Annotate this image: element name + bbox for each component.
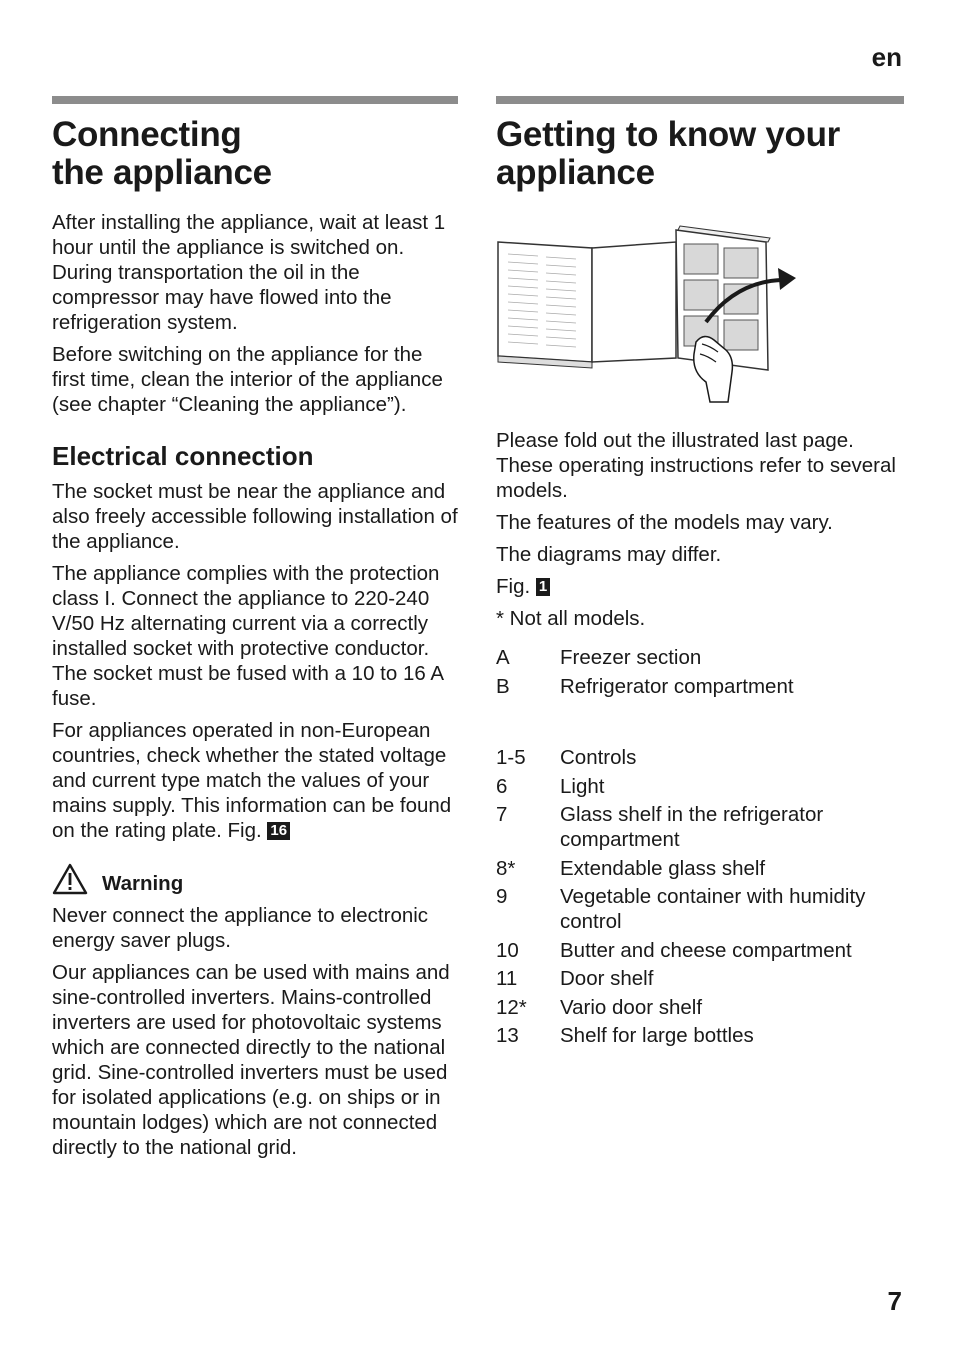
features-paragraph: The features of the models may vary. (496, 511, 833, 534)
legend-key: B (496, 674, 510, 698)
legend-key: 9 (496, 885, 508, 908)
legend-label: Vegetable container with humidity control (560, 885, 866, 933)
fold-out-paragraph: Please fold out the illustrated last page. These operating instructions refer to several models. (496, 429, 896, 502)
intro-paragraph-2: Before switching on the appliance for the first time, clean the interior of the appliance (see chapter “Cleaning the appliance”). (52, 343, 443, 416)
legend-key: 10 (496, 938, 519, 962)
legend-label: Glass shelf in the refrigerator compartment (560, 803, 824, 851)
warning-heading (52, 863, 458, 895)
language-code: en (871, 42, 902, 72)
electrical-paragraph-3 (52, 718, 458, 843)
electrical-connection-heading: Electrical connection (52, 441, 314, 471)
section-legend (496, 645, 904, 699)
figure-reference (496, 574, 904, 599)
warning-paragraph-2: Our appliances can be used with mains and sine-controlled inverters. Mains-controlled inverters are used for photovoltaic systems which are connected directly to the national grid. Sine-controlled inverters must be used for isolated applications (e.g. on ships or in mountain lodges) which are not connected directly to the national grid. (52, 961, 450, 1159)
legend-key: 1-5 (496, 746, 526, 769)
connecting-section (52, 96, 458, 1167)
parts-legend (496, 745, 904, 1048)
legend-key: A (496, 646, 510, 669)
warning-title: Warning (102, 872, 184, 895)
warning-triangle-icon (52, 863, 88, 895)
section-rule (52, 96, 458, 104)
figure-label: Fig. (496, 575, 531, 598)
legend-row (496, 995, 904, 1020)
legend-row (496, 938, 904, 963)
legend-key: 13 (496, 1024, 519, 1047)
legend-key: 8* (496, 856, 516, 880)
legend-row (496, 856, 904, 881)
page-number: 7 (887, 1286, 902, 1316)
legend-key: 11 (496, 967, 518, 990)
electrical-paragraph-3-text: For appliances operated in non-European countries, check whether the stated voltage and current type match the values of your mains supply. This information can be found on the rating plate. Fig. (52, 719, 452, 842)
getting-to-know-title: Getting to know your appliance (496, 115, 840, 192)
figure-ref-1: 1 (536, 578, 550, 596)
electrical-paragraph-1: The socket must be near the appliance and also freely accessible following installation of the appliance. (52, 480, 458, 553)
legend-row (496, 966, 904, 991)
legend-key: 12* (496, 995, 527, 1019)
legend-key: 6 (496, 774, 508, 798)
legend-row (496, 1023, 904, 1048)
section-rule (496, 96, 904, 104)
legend-label: Refrigerator compartment (560, 674, 794, 698)
legend-label: Butter and cheese compartment (560, 938, 852, 962)
not-all-models-note: * Not all models. (496, 607, 646, 630)
legend-row (496, 884, 904, 934)
getting-to-know-section (496, 96, 904, 1052)
legend-label: Door shelf (560, 967, 654, 990)
legend-row (496, 745, 904, 770)
legend-label: Light (560, 774, 605, 798)
fold-out-page-illustration (496, 222, 806, 412)
electrical-paragraph-2: The appliance complies with the protection class I. Connect the appliance to 220-240 V/50 Hz alternating current via a correctly installed socket with protective conductor. The socket must be fused with a 10 to 16 A fuse. (52, 562, 443, 710)
connecting-title: Connecting the appliance (52, 115, 272, 192)
legend-row (496, 645, 904, 670)
diagrams-paragraph: The diagrams may differ. (496, 543, 722, 566)
figure-ref-16: 16 (267, 822, 290, 840)
warning-paragraph-1: Never connect the appliance to electronic energy saver plugs. (52, 904, 429, 952)
legend-label: Shelf for large bottles (560, 1024, 754, 1047)
legend-label: Controls (560, 746, 637, 769)
legend-row (496, 674, 904, 699)
legend-row (496, 774, 904, 799)
legend-key: 7 (496, 803, 508, 826)
legend-row (496, 802, 904, 852)
intro-paragraph-1: After installing the appliance, wait at least 1 hour until the appliance is switched on. During transportation the oil in the compressor may have flowed into the refrigeration system. (52, 211, 446, 334)
legend-label: Vario door shelf (560, 995, 703, 1019)
legend-label: Freezer section (560, 646, 702, 669)
legend-label: Extendable glass shelf (560, 856, 766, 880)
